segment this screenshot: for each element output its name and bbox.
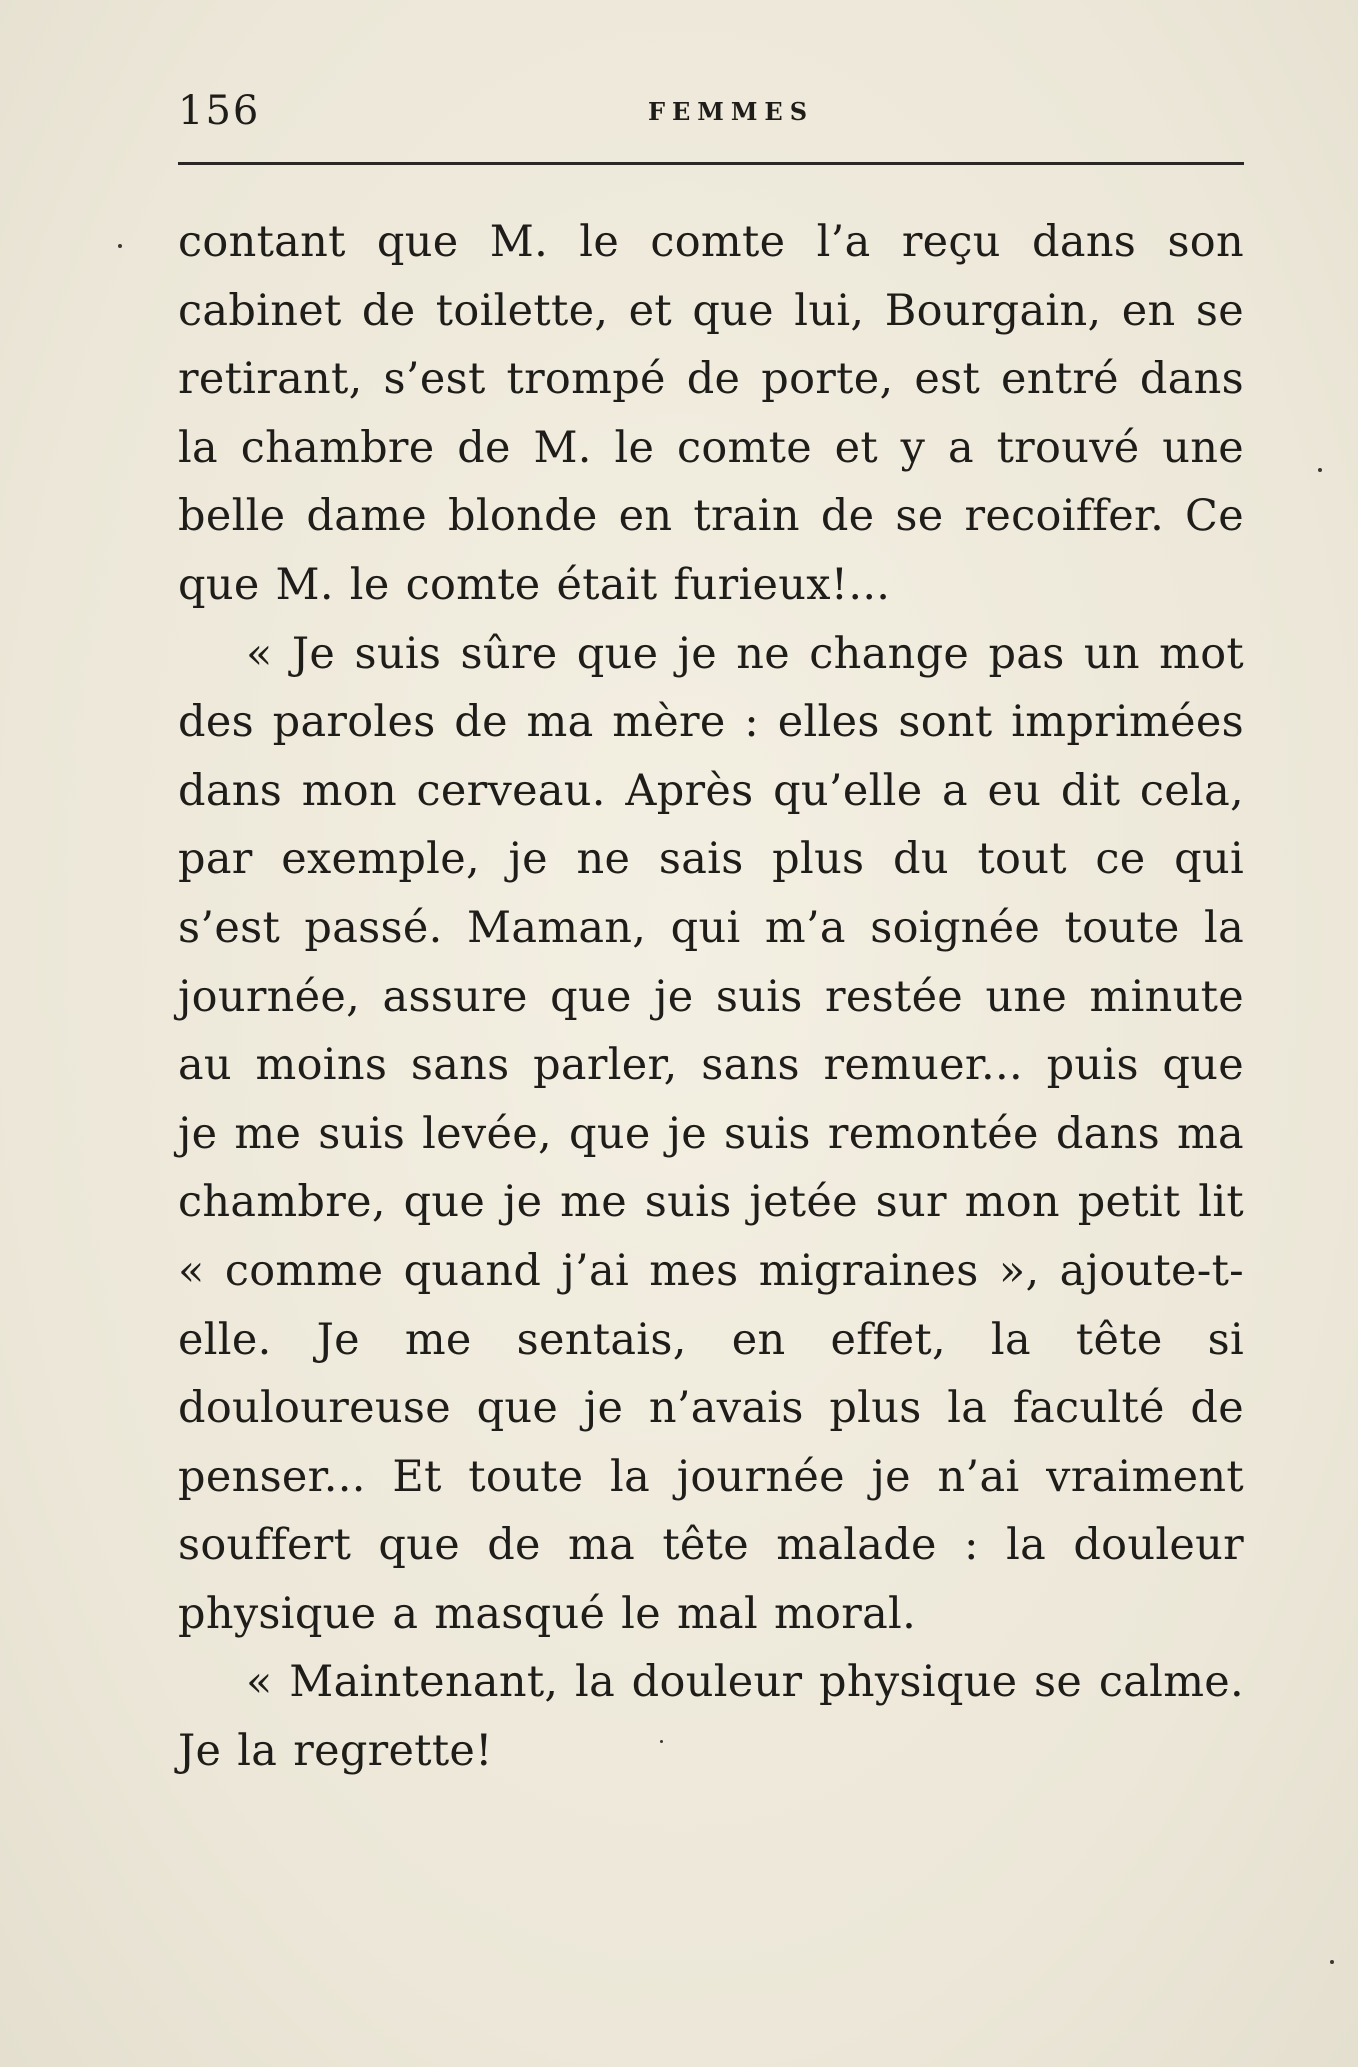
page-number: 156 [178,88,261,134]
paper-speck [118,244,122,248]
paragraph-quote-2: « Maintenant, la douleur physique se calme. Je la regrette! [178,1657,1244,1777]
header-rule [178,162,1244,165]
running-title: FEMMES [647,97,815,126]
paragraph-quote-1: « Je suis sûre que je ne change pas un mot des paroles de ma mère : elles sont imprimées dans mon cerveau. Après qu’elle a eu dit cela, par exemple, je ne sais plus du tout ce qui s’est passé. Maman, qui m’a soignée toute la journée, assure que je suis restée une minute au moins sans parler, sans remuer... puis que je me suis levée, que je suis remontée dans ma chambre, que je me suis jetée sur mon petit lit « comme quand j’ai mes migraines », ajoute-t-elle. Je me sentais, en effet, la tête si douloureuse que je n’avais plus la faculté de penser... Et toute la journée je n’ai vraiment souffert que de ma tête malade : la douleur physique a masqué le mal moral. [178,628,1244,1639]
body-text [178,208,1244,1786]
paragraph-continuation: contant que M. le comte l’a reçu dans son cabinet de toilette, et que lui, Bourgain, en se retirant, s’est trompé de porte, est entré dans la chambre de M. le comte et y a trouvé une belle dame blonde en train de se recoiffer. Ce que M. le comte était furieux!... [178,217,1244,610]
paper-speck [660,1740,663,1743]
paper-speck [1330,1960,1334,1964]
page-header [178,86,1244,136]
paper-speck [1318,468,1322,472]
